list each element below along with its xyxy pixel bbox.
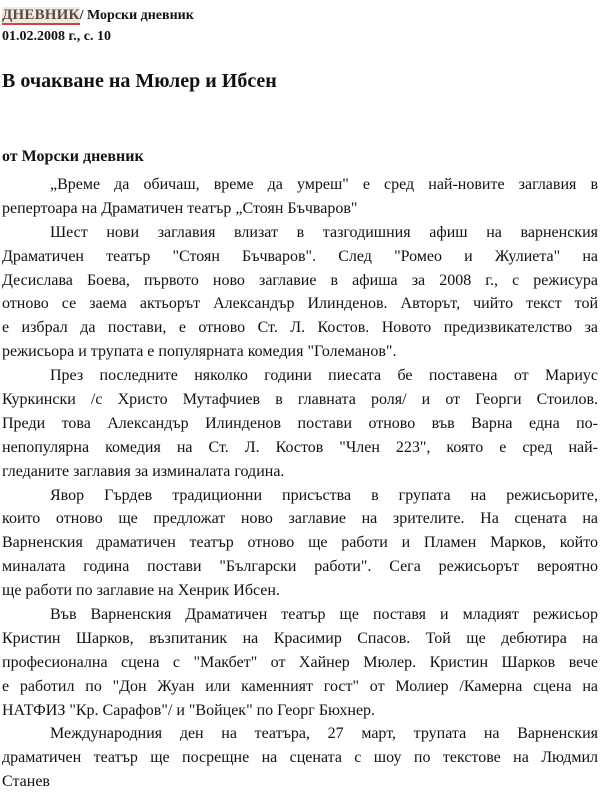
text-line: Куркински /с Христо Мутафчиев в главната роля/ и от Георги Стоилов. (2, 391, 598, 409)
text-line: Шест нови заглавия влизат в тазгодишния афиш на варненския (50, 223, 598, 241)
text-line: ще работи по заглавие на Хенрик Ибсен. (2, 582, 280, 600)
text-line: Варненския драматичен театър отново ще работи и Пламен Марков, който (2, 534, 598, 552)
text-line: е избрал да постави, е отново Ст. Л. Костов. Новото предизвикателство за (2, 319, 598, 337)
text-line: режисьора и трупата е популярната комедия "Големанов". (2, 343, 397, 361)
text-line: „Време да обичаш, време да умреш" е сред най-новите заглавия в (50, 176, 598, 193)
article-body (2, 173, 598, 794)
text-line: гледаните заглавия за изминалата година. (2, 462, 285, 480)
text-line: които отново ще предложат ново заглавие на зрителите. На сцената на (2, 510, 598, 528)
text-line: НАТФИЗ "Кр. Сарафов"/ и "Войцек" по Георг Бюхнер. (2, 701, 376, 719)
paragraph (2, 364, 598, 483)
text-line: Станев (2, 773, 50, 791)
text-line: отново се заема актьорът Александър Илинденов. Авторът, чийто текст той (2, 295, 598, 313)
text-line: професионална сцена с "Макбет" от Хайнер Мюлер. Кристин Шарков вече (2, 653, 598, 671)
source-header (2, 6, 194, 25)
publication-logo: ДНЕВНИК (2, 7, 80, 23)
text-line: Преди това Александър Илинденов постави отново във Варна една по- (2, 414, 598, 432)
text-line: драматичен театър ще посрещне на сцената с шоу по текстове на Людмил (2, 749, 598, 767)
paragraph (2, 603, 598, 722)
text-line: Кристин Шарков, възпитаник на Красимир Спасов. Той ще дебютира на (2, 629, 598, 647)
text-line: е работил по "Дон Жуан или каменният гост" от Молиер /Камерна сцена на (2, 677, 598, 695)
text-line: непопулярна комедия на Ст. Л. Костов "Член 223", която е сред най- (2, 438, 598, 456)
text-line: репертоара на Драматичен театър „Стоян Бъчваров" (2, 199, 358, 217)
text-line: Драматичен театър "Стоян Бъчваров". След "Ромео и Жулиета" на (2, 247, 598, 265)
text-line: Десислава Боева, първото ново заглавие в афиша за 2008 г., с режисура (2, 271, 598, 289)
section-name: / Морски дневник (79, 8, 194, 23)
article-title: В очакване на Мюлер и Ибсен (2, 70, 277, 92)
paragraph (2, 173, 598, 221)
text-line: миналата година постави "Български работи". Сега режисьорът вероятно (2, 558, 598, 576)
date-page: 01.02.2008 г., с. 10 (2, 29, 111, 44)
paragraph (2, 221, 598, 364)
text-line: Международния ден на театъра, 27 март, трупата на Варненския (50, 725, 598, 743)
paragraph (2, 722, 598, 794)
text-line: Явор Гърдев традиционни присъства в групата на режисьорите, (50, 486, 598, 504)
text-line: През последните няколко години пиесата бе поставена от Мариус (50, 367, 598, 385)
paragraph (2, 484, 598, 603)
article-byline: от Морски дневник (2, 148, 144, 165)
text-line: Във Варненския Драматичен театър ще поставя и младият режисьор (50, 606, 598, 624)
